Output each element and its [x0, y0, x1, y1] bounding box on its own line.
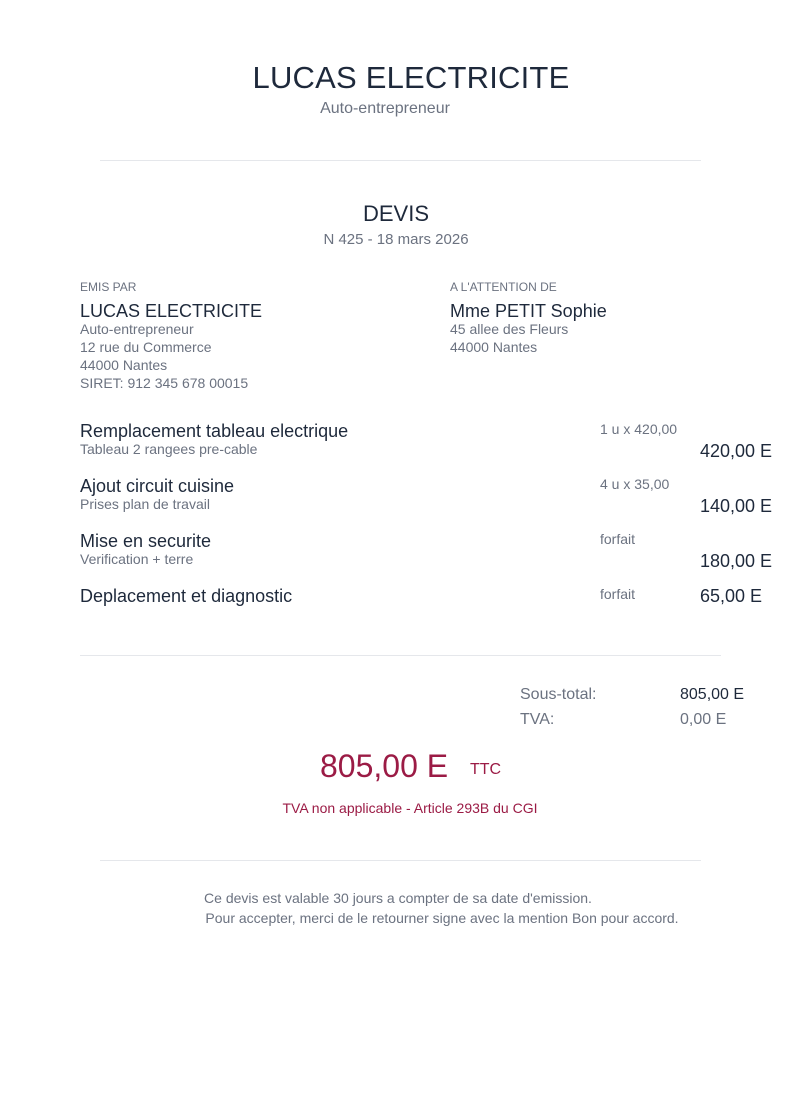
document-type: DEVIS: [362, 201, 430, 226]
total-ttc-label: TTC: [470, 761, 502, 778]
item-amount: 65,00 E: [700, 586, 763, 606]
recipient-name: Mme PETIT Sophie: [450, 301, 607, 321]
acceptance-note: Pour accepter, merci de le retourner signe avec la mention Bon pour accord.: [205, 910, 679, 926]
issuer-line: Auto-entrepreneur: [80, 321, 194, 337]
item-quantity: forfait: [600, 586, 636, 602]
validity-note: Ce devis est valable 30 jours a compter de sa date d'emission.: [204, 890, 592, 906]
item-quantity: forfait: [600, 531, 636, 547]
item-title: Deplacement et diagnostic: [80, 586, 293, 606]
company-name: LUCAS ELECTRICITE: [252, 60, 570, 95]
header-divider: [100, 160, 701, 161]
item-title: Ajout circuit cuisine: [80, 476, 235, 496]
item-amount: 180,00 E: [700, 551, 773, 571]
items-divider: [80, 655, 721, 656]
issuer-name: LUCAS ELECTRICITE: [80, 301, 263, 321]
issuer-siret: SIRET: 912 345 678 00015: [80, 375, 249, 391]
item-quantity: 1 u x 420,00: [600, 421, 678, 437]
subtotal-label: Sous-total:: [520, 686, 597, 703]
item-title: Remplacement tableau electrique: [80, 421, 349, 441]
document-number-date: N 425 - 18 mars 2026: [323, 231, 469, 248]
item-quantity: 4 u x 35,00: [600, 476, 670, 492]
company-status: Auto-entrepreneur: [320, 100, 450, 117]
issuer-line: 44000 Nantes: [80, 357, 168, 373]
item-title: Mise en securite: [80, 531, 212, 551]
item-description: Prises plan de travail: [80, 496, 210, 512]
issuer-label: EMIS PAR: [80, 280, 137, 294]
vat-value: 0,00 E: [680, 711, 727, 728]
vat-exemption-note: TVA non applicable - Article 293B du CGI: [282, 800, 538, 816]
recipient-line: 44000 Nantes: [450, 339, 538, 355]
issuer-line: 12 rue du Commerce: [80, 339, 212, 355]
footer-divider: [100, 860, 701, 861]
item-description: Tableau 2 rangees pre-cable: [80, 441, 258, 457]
vat-label: TVA:: [520, 711, 555, 728]
recipient-line: 45 allee des Fleurs: [450, 321, 569, 337]
recipient-label: A L'ATTENTION DE: [450, 280, 557, 294]
subtotal-value: 805,00 E: [680, 686, 745, 703]
item-amount: 140,00 E: [700, 496, 773, 516]
item-description: Verification + terre: [80, 551, 194, 567]
total-amount: 805,00 E: [320, 748, 449, 784]
item-amount: 420,00 E: [700, 441, 773, 461]
